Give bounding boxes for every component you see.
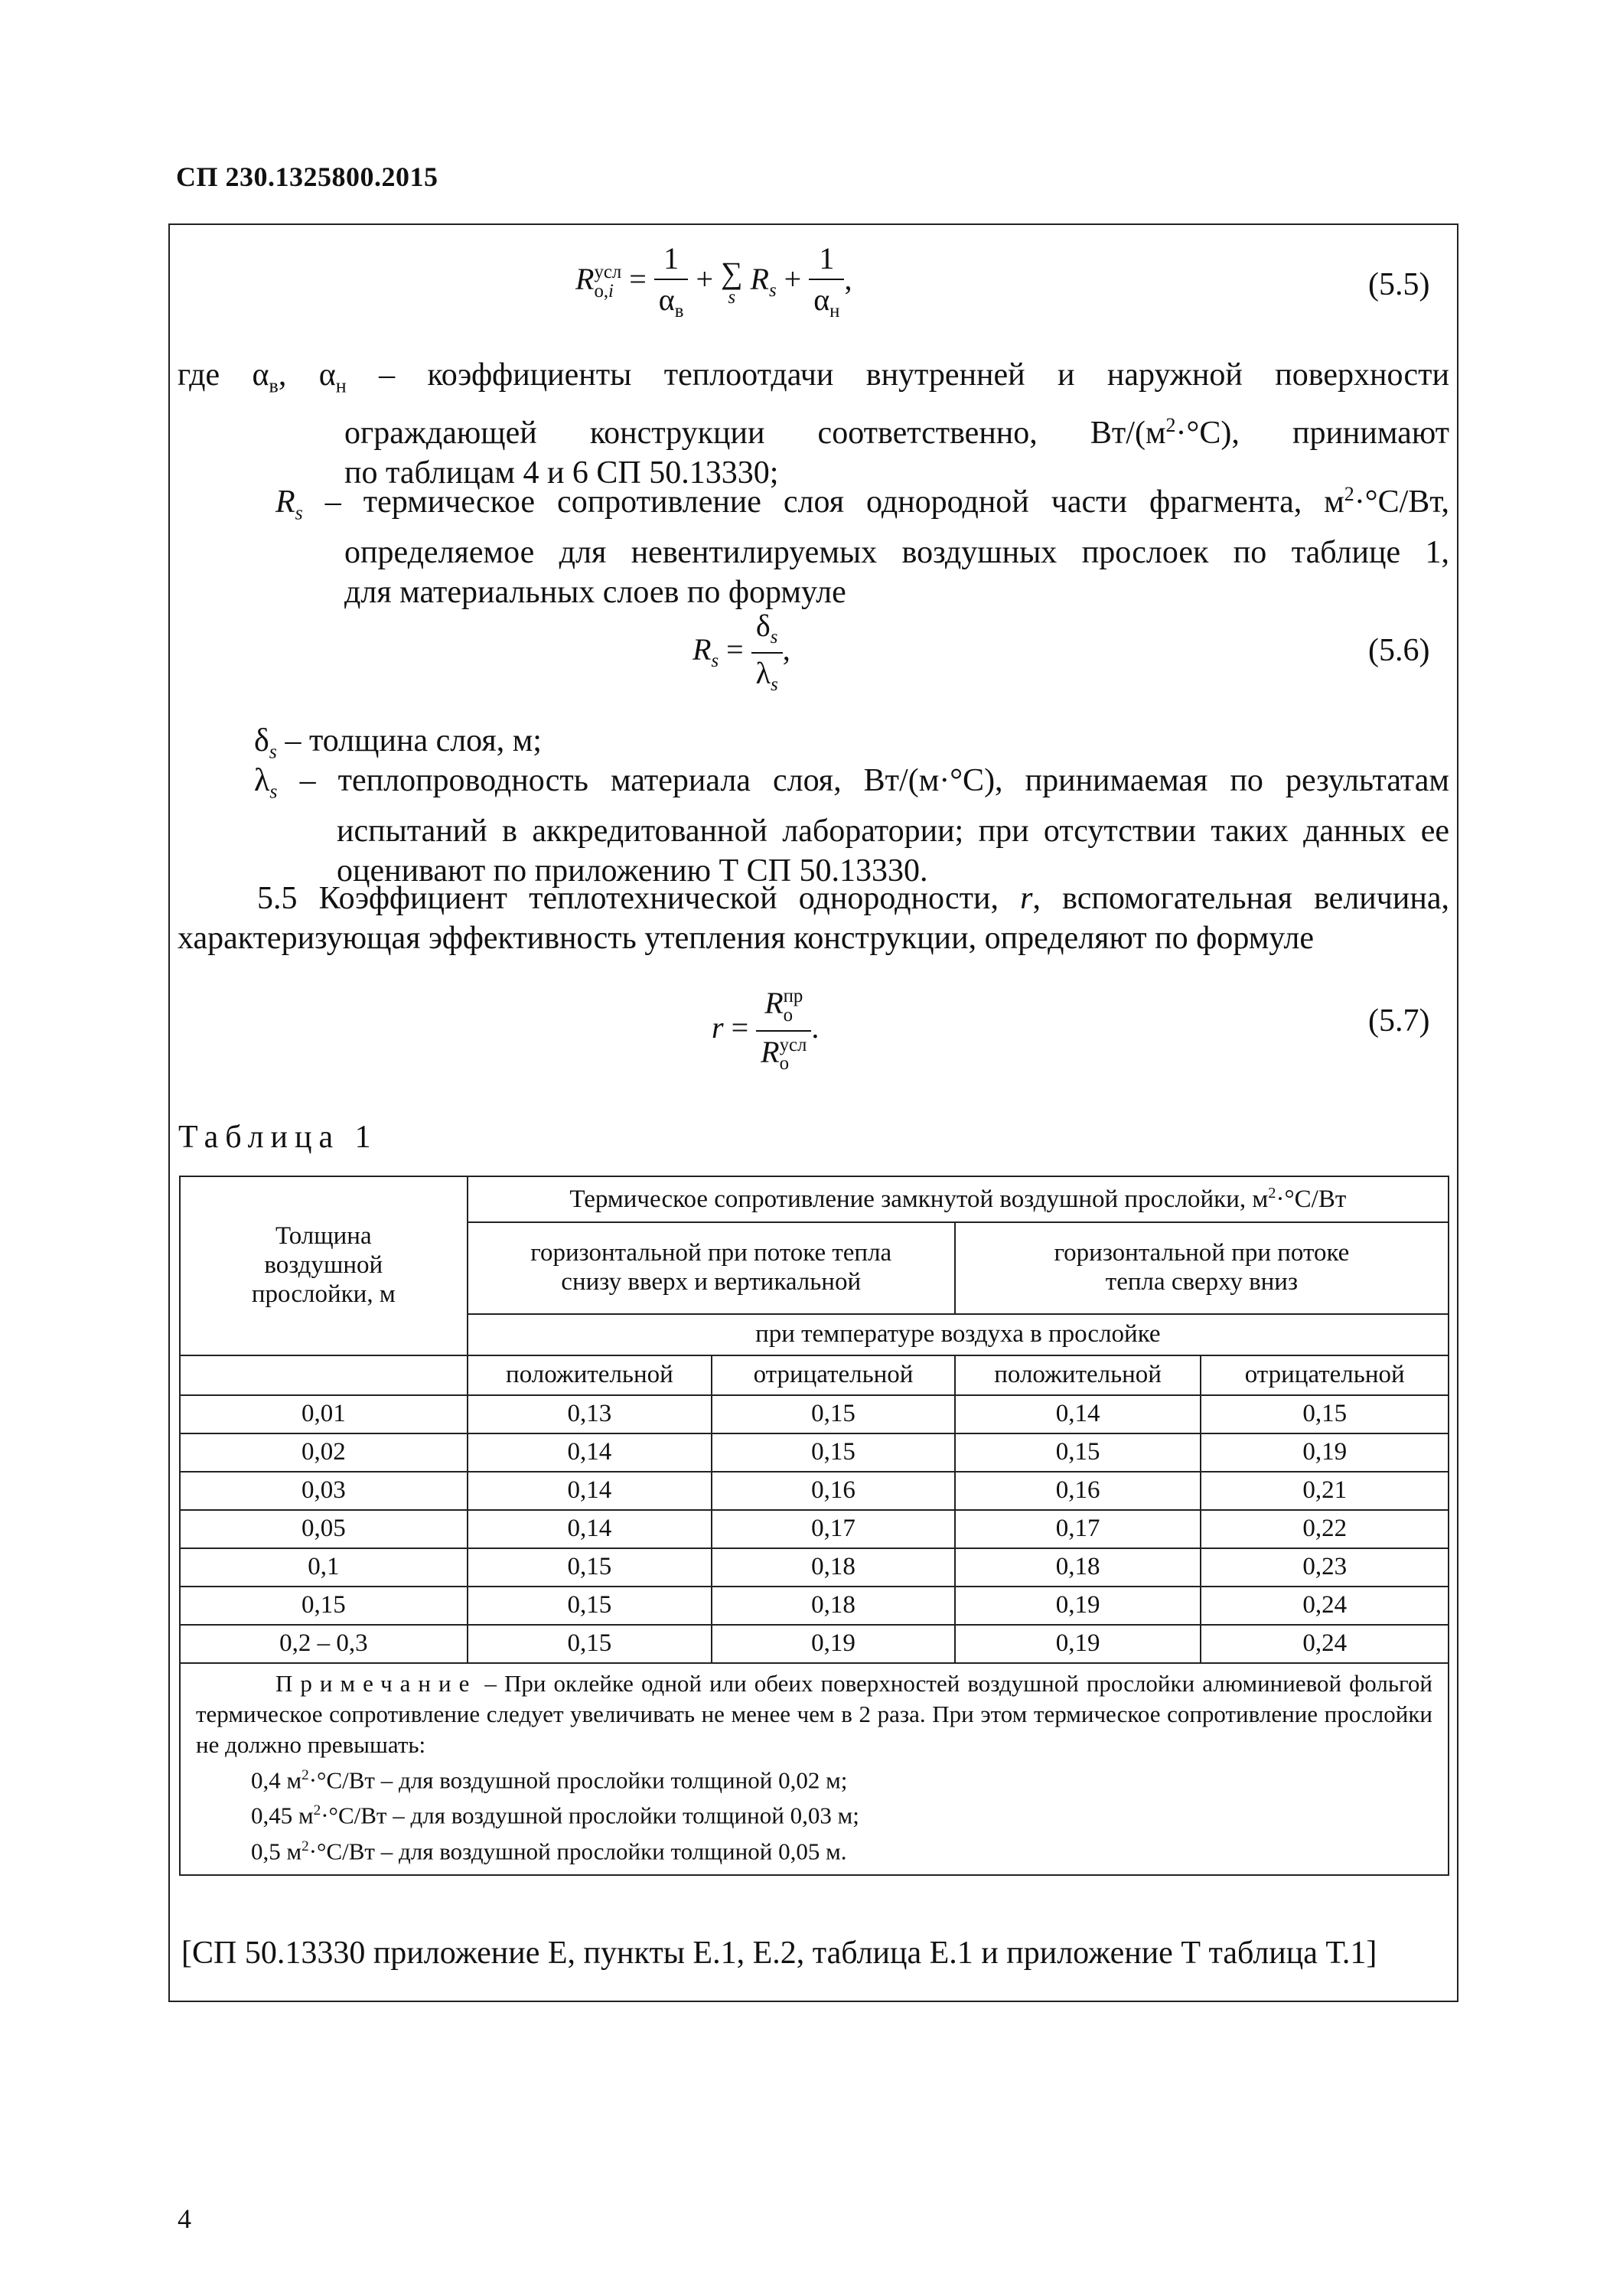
table-cell: 0,03 [180,1472,468,1510]
table-row [180,1548,1449,1587]
note-item: 0,4 $м^2\cdot^\circ С/Вт$ – для воздушной прослойки толщиной 0,02 м; [251,1766,848,1794]
formula-5-6: $R_s$ = $\frac{\delta_s}{\lambda_s}$ , [693,608,790,695]
table-cell: 0,05 [180,1510,468,1548]
table-cell: 0,15 [955,1433,1201,1472]
table-cell: 0,19 [955,1625,1201,1663]
lambda-definition: $\lambda_s$ – теплопроводность материала слоя, Вт/(м·°С), принимаемая по результатам испытаний в аккредитованной лаборатории; при отсутствии таких данных ее оценивают по приложению Т СП 50.13330. [254,763,1449,889]
table-cell: 0,21 [1201,1472,1449,1510]
note-item: 0,5 $м^2\cdot^\circ С/Вт$ – для воздушной прослойки толщиной 0,05 м. [251,1837,847,1864]
source-reference: [СП 50.13330 приложение Е, пункты Е.1, Е.2, таблица Е.1 и приложение Т таблица Т.1] [181,1936,1377,1971]
table-cell: 0,18 [712,1587,955,1625]
rs-definition: $R_s$ – термическое сопротивление слоя однородной части фрагмента, $м^2\cdot^\circ С/Вт$, определяемое для невентилируемых воздушных прослоек по таблице 1, для материальных слоев по формуле [275,483,1449,611]
table-cell: 0,15 [468,1625,712,1663]
table-cell: 0,19 [712,1625,955,1663]
table-cell: 0,23 [1201,1548,1449,1587]
table-cell: 0,02 [180,1433,468,1472]
note-label: Примечание [275,1670,477,1697]
table-cell: 0,19 [1201,1433,1449,1472]
formula-5-6-number: (5.6) [1368,633,1430,668]
table-cell: 0,24 [1201,1625,1449,1663]
header-temperature: при температуре воздуха в прослойке [468,1314,1449,1355]
table-cell: 0,1 [180,1548,468,1587]
header-thickness: Толщина воздушной прослойки, м [180,1176,468,1355]
table-cell: 0,16 [955,1472,1201,1510]
table-cell: 0,18 [955,1548,1201,1587]
delta-definition: $\delta_s$ – толщина слоя, м; [254,723,542,763]
table-cell: 0,15 [712,1433,955,1472]
table-cell: 0,24 [1201,1587,1449,1625]
table-row [180,1472,1449,1510]
table-row [180,1510,1449,1548]
table-row [180,1433,1449,1472]
page-number: 4 [178,2203,191,2234]
table-row [180,1587,1449,1625]
subheader-cell: положительной [468,1355,712,1395]
table-cell: 0,17 [955,1510,1201,1548]
formula-5-5: R усл о,i = $\frac{1}{\alpha_в}$ + ∑ s $R_s$ + $\frac{1}{\alpha_н}$ , [575,241,852,321]
formula-5-7: r = R пр о R усл о . [712,985,820,1075]
table-cell: 0,13 [468,1395,712,1433]
note-text: – При оклейке одной или обеих поверхностей воздушной прослойки алюминиевой фольгой термическое сопротивление следует увеличивать не менее чем в 2 раза. При этом термическое сопротивление прослойки не должно превышать: [196,1670,1432,1758]
table-cell: 0,14 [468,1510,712,1548]
subheader-cell: отрицательной [712,1355,955,1395]
table-cell: 0,15 [468,1548,712,1587]
header-blank [180,1355,468,1395]
table-caption: Таблица 1 [178,1120,378,1155]
table-cell: 0,01 [180,1395,468,1433]
table-row [180,1625,1449,1663]
subheader-cell: отрицательной [1201,1355,1449,1395]
formula-5-5-number: (5.5) [1368,267,1430,302]
alpha-definition: где $\alpha_в$, $\alpha_н$ – коэффициенты теплоотдачи внутренней и наружной поверхности ограждающей конструкции соответственно, $Вт/(м^2\cdot^\circ С)$, принимают по таблицам 4 и 6 СП 50.13330; [178,357,1449,491]
table-cell: 0,17 [712,1510,955,1548]
formula-5-7-number: (5.7) [1368,1003,1430,1039]
header-main: Термическое сопротивление замкнутой воздушной прослойки, $м^2\cdot^\circ С/Вт$ [468,1176,1449,1222]
subheader-cell: положительной [955,1355,1201,1395]
table-cell: 0,14 [468,1472,712,1510]
note-item: 0,45 $м^2\cdot^\circ С/Вт$ – для воздушной прослойки толщиной 0,03 м; [251,1802,859,1829]
table-cell: 0,15 [468,1587,712,1625]
air-gap-resistance-table [179,1176,1449,1876]
table-cell: 0,18 [712,1548,955,1587]
table-cell: 0,15 [1201,1395,1449,1433]
table-cell: 0,14 [955,1395,1201,1433]
header-group-downward: горизонтальной при потоке тепла сверху вниз [955,1222,1449,1314]
table-cell: 0,19 [955,1587,1201,1625]
table-cell: 0,15 [180,1587,468,1625]
table-cell: 0,22 [1201,1510,1449,1548]
table-cell: 0,15 [712,1395,955,1433]
header-group-upward: горизонтальной при потоке тепла снизу вверх и вертикальной [468,1222,955,1314]
table-cell: 0,14 [468,1433,712,1472]
paragraph-5-5: 5.5 Коэффициент теплотехнической однородности, r, вспомогательная величина, характеризующая эффективность утепления конструкции, определяют по формуле [178,881,1449,956]
document-code-header: СП 230.1325800.2015 [176,161,438,192]
table-row [180,1395,1449,1433]
table-note [180,1663,1449,1875]
table-cell: 0,2 – 0,3 [180,1625,468,1663]
table-cell: 0,16 [712,1472,955,1510]
